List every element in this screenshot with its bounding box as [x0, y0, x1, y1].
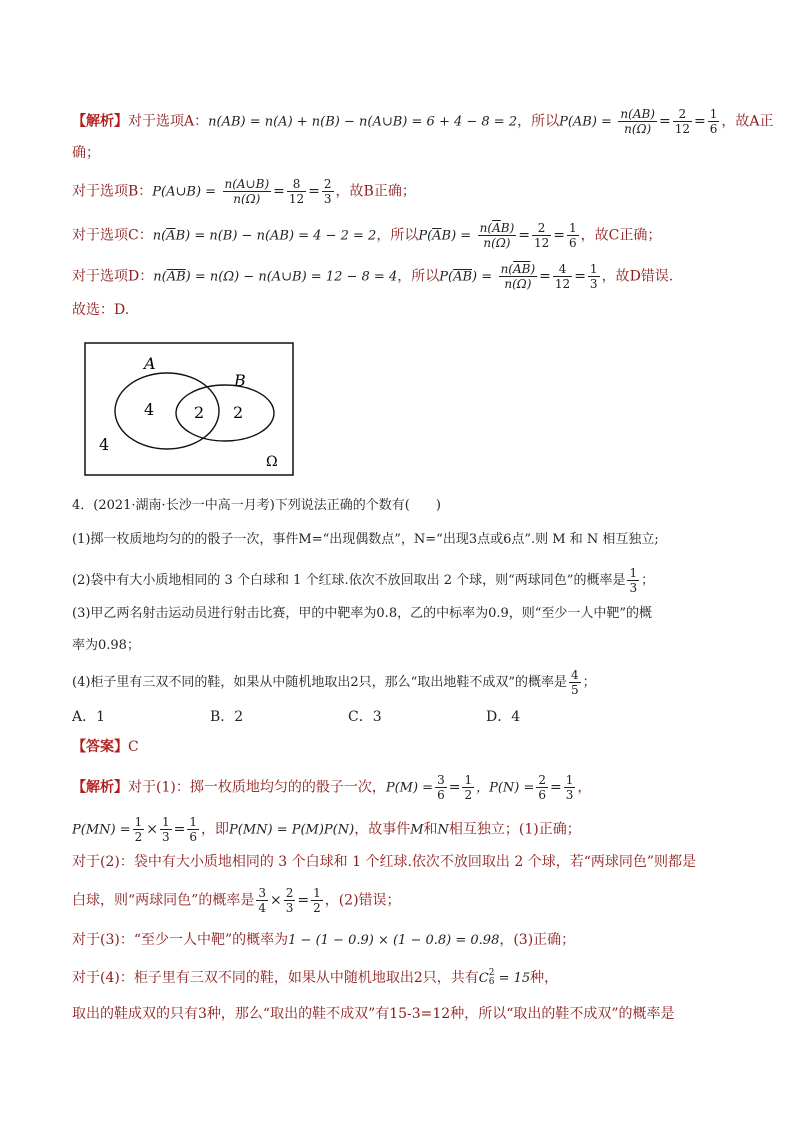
text-line: 确； [72, 145, 100, 161]
solution-line-4: 白球，则“两球同色”的概率是 $\frac{3}{4}$ × $\frac{2}{3}$ = $\frac{1}{2}$ ，(2)错误； [72, 886, 401, 915]
universe-box [85, 343, 293, 475]
solution-line-1: 【解析】对于(1)：掷一枚质地均匀的的骰子一次，P(M) = $\frac{3}{6}$ = $\frac{1}{2}$ ，P(N) = $\frac{2}{6}$ = $\frac{1}{3}$ ， [72, 773, 592, 802]
statement-3-cont: 率为0.98； [72, 638, 140, 653]
option-b: B．2 [210, 709, 244, 725]
fraction: $\frac{1}{3}$ [629, 566, 638, 595]
formula: $P(\overline{A}B)$ = [418, 228, 472, 244]
fraction: $\frac{4}{5}$ [570, 668, 579, 697]
answer-tag: 【答案】 [72, 739, 128, 755]
analysis-tag: 【解析】 [72, 779, 128, 796]
set-a-label: A [144, 354, 156, 373]
fraction: $\frac{1}{2}$ [134, 815, 143, 844]
statement-3: (3)甲乙两名射击运动员进行射击比赛，甲的中靶率为0.8，乙的中标率为0.9，则“至少一人中靶”的概 [72, 606, 653, 621]
solution-line-7: 取出的鞋成双的只有3种，那么“取出的鞋不成双”有15-3=12种，所以“取出的鞋不成双”的概率是 [72, 1006, 675, 1022]
formula: $n(\overline{A}B) = n(B) - n(AB) = 4 - 2 = 2$ [152, 228, 377, 244]
fraction: $\frac{8}{12}$ [288, 177, 305, 206]
fraction: $\frac{3}{4}$ [258, 886, 266, 915]
text: 对于选项D： [72, 268, 154, 285]
answer-value: C [128, 739, 139, 755]
solution-line-option-a: 【解析】对于选项A：n(AB) = n(A) + n(B) − n(A∪B) = 6 + 4 − 8 = 2，所以P(AB) = $\frac{n(AB)}{n(\Omega)}$ = $\frac{2}{12}$ = $\frac{1}{6}$ ，故A正 [72, 107, 774, 136]
fraction: $\frac{2}{3}$ [323, 177, 332, 206]
fraction: $\frac{n(A\cup B)}{n(\Omega)}$ [224, 177, 270, 206]
formula: P(AB) = [559, 114, 612, 130]
fraction: $\frac{n(\overline{AB})}{n(\Omega)}$ [500, 262, 536, 291]
solution-line-option-c: 对于选项C：$n(\overline{A}B) = n(B) - n(AB) = 4 - 2 = 2$，所以$P(\overline{A}B)$ = $\frac{n(\overline{A}B)}{n(\Omega)}$ = $\frac{2}{12}$ = $\frac{1}{6}$ ，故C正确； [72, 221, 662, 250]
option-c: C．3 [348, 709, 382, 725]
formula: $P(\overline{AB})$ = [439, 269, 493, 285]
outside-count: 4 [99, 435, 110, 454]
fraction: $\frac{1}{2}$ [313, 886, 321, 915]
statement-1: (1)掷一枚质地均匀的的骰子一次，事件M=“出现偶数点”，N=“出现3点或6点”.则 M 和 N 相互独立; [72, 532, 659, 547]
solution-line-option-d: 对于选项D：$n(\overline{AB}) = n(\Omega)$ − n(A∪B) = 12 − 8 = 4，所以$P(\overline{AB})$ = $\frac{n(\overline{AB})}{n(\Omega)}$ = $\frac{4}{12}$ = $\frac{1}{3}$ ，故D错误. [72, 262, 674, 291]
set-b-label: B [234, 371, 246, 390]
solution-line-2: P(MN) = $\frac{1}{2}$ × $\frac{1}{3}$ = $\frac{1}{6}$ ，即P(MN) = P(M)P(N)，故事件M和N相互独立；(1)正确； [72, 815, 581, 844]
fraction: $\frac{2}{6}$ [538, 773, 547, 802]
formula: n(AB) = n(A) + n(B) − n(A∪B) = 6 + 4 − 8 = 2 [208, 114, 518, 130]
question-4-header: 4．(2021·湖南·长沙一中高一月考)下列说法正确的个数有( ) [72, 498, 441, 513]
intersection-count: 2 [194, 403, 205, 422]
fraction: $\frac{2}{3}$ [285, 886, 294, 915]
analysis-tag: 【解析】 [72, 113, 128, 130]
fraction: $\frac{1}{6}$ [709, 107, 718, 136]
text: 对于选项A： [128, 113, 209, 130]
fraction: $\frac{n(AB)}{n(\Omega)}$ [620, 107, 655, 136]
text: ，所以 [517, 113, 560, 130]
fraction: $\frac{2}{12}$ [674, 107, 690, 136]
formula: P(A∪B) = [152, 184, 217, 200]
fraction: $\frac{1}{2}$ [464, 773, 473, 802]
venn-diagram [84, 342, 294, 476]
fraction: $\frac{2}{12}$ [533, 221, 550, 250]
solution-line-6: 对于(4)：柜子里有三双不同的鞋，如果从中随机地取出2只，共有C 2 6 = 15种， [72, 968, 559, 987]
fraction: $\frac{1}{3}$ [589, 262, 598, 291]
solution-line-5: 对于(3)：“至少一人中靶”的概率为1 − (1 − 0.9) × (1 − 0.8) = 0.98，(3)正确； [72, 932, 576, 948]
fraction: $\frac{1}{6}$ [569, 221, 577, 250]
solution-line-option-b: 对于选项B：P(A∪B) = $\frac{n(A\cup B)}{n(\Omega)}$ = $\frac{8}{12}$ = $\frac{2}{3}$ ，故B正确； [72, 177, 416, 206]
fraction: $\frac{n(\overline{A}B)}{n(\Omega)}$ [479, 221, 515, 250]
answer-line [72, 737, 139, 757]
statement-4: (4)柜子里有三双不同的鞋，如果从中随机地取出2只，那么“取出地鞋不成双”的概率是 $\frac{4}{5}$ ； [72, 668, 596, 697]
statement-2: (2)袋中有大小质地相同的 3 个白球和 1 个红球.依次不放回取出 2 个球，则“两球同色”的概率是 $\frac{1}{3}$ ； [72, 566, 655, 595]
option-d: D．4 [486, 709, 521, 725]
fraction: $\frac{1}{6}$ [189, 815, 197, 844]
fraction: $\frac{1}{3}$ [161, 815, 170, 844]
formula: $n(\overline{AB}) = n(\Omega)$ − n(A∪B) = 12 − 8 = 4 [153, 269, 398, 285]
option-a: A．1 [72, 709, 106, 725]
fraction: $\frac{1}{3}$ [565, 773, 574, 802]
b-only-count: 2 [233, 403, 244, 422]
fraction: $\frac{3}{6}$ [437, 773, 445, 802]
text: 对于选项B： [72, 183, 153, 200]
set-b-ellipse [176, 385, 274, 441]
solution-line-3: 对于(2)：袋中有大小质地相同的 3 个白球和 1 个红球.依次不放回取出 2 个球，若“两球同色”则都是 [72, 854, 697, 870]
fraction: $\frac{4}{12}$ [554, 262, 571, 291]
text: 对于选项C： [72, 227, 153, 244]
omega-label: Ω [266, 454, 278, 470]
a-only-count: 4 [144, 400, 155, 419]
final-choice: 故选：D. [72, 302, 130, 318]
